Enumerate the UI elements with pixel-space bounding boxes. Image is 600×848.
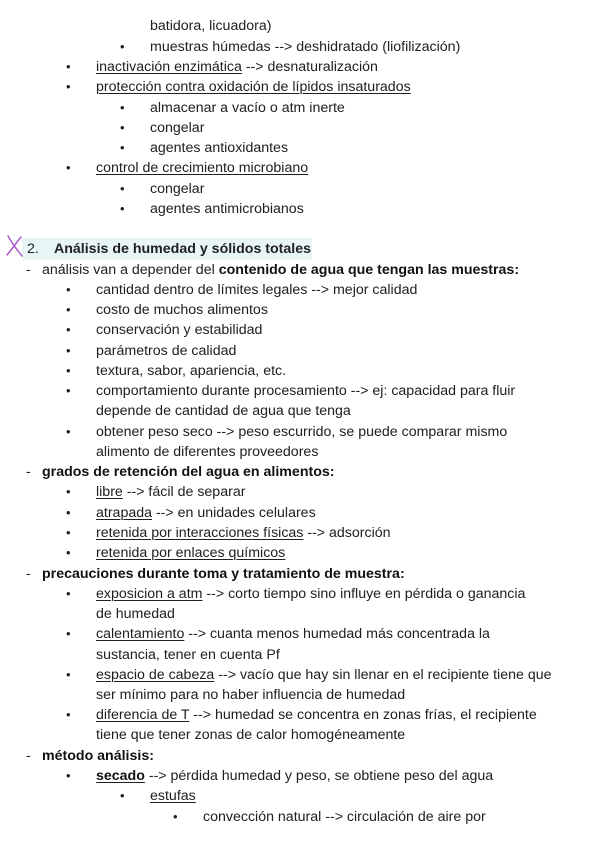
list-item-text: retenida por interacciones físicas --> adsorción — [96, 525, 391, 541]
list-item-text: diferencia de T --> humedad se concentra en zonas frías, el recipiente — [96, 707, 537, 723]
bullet-icon: • — [66, 302, 71, 317]
list-item-text: ser mínimo para no haber influencia de humedad — [96, 687, 406, 703]
list-item-text: comportamiento durante procesamiento --> ej: capacidad para fluir — [96, 383, 516, 399]
bullet-icon: • — [66, 343, 71, 358]
list-item-text: textura, sabor, apariencia, etc. — [96, 363, 287, 379]
bullet-icon: • — [66, 59, 71, 74]
bullet-icon: • — [120, 140, 125, 155]
list-item-text: obtener peso seco --> peso escurrido, se puede comparar mismo — [96, 424, 508, 440]
bullet-icon: • — [66, 505, 71, 520]
list-item-text: congelar — [150, 120, 205, 136]
bullet-icon: • — [120, 201, 125, 216]
list-item-text: batidora, licuadora) — [150, 18, 272, 34]
list-item-text: almacenar a vacío o atm inerte — [150, 100, 345, 116]
list-item-text: convección natural --> circulación de aire por — [203, 809, 486, 825]
bullet-icon: • — [66, 322, 71, 337]
dash-item-text: grados de retención del agua en alimentos: — [42, 464, 335, 480]
list-item-text: congelar — [150, 181, 205, 197]
section-title: Análisis de humedad y sólidos totales — [54, 241, 312, 257]
dash-item-text: método análisis: — [42, 748, 154, 764]
list-item-text: espacio de cabeza --> vacío que hay sin llenar en el recipiente tiene que — [96, 667, 552, 683]
list-item-text: sustancia, tener en cuenta Pf — [96, 647, 280, 663]
list-item-text: estufas — [150, 788, 196, 804]
list-item-text: depende de cantidad de agua que tenga — [96, 403, 351, 419]
list-item-text: inactivación enzimática --> desnaturalización — [96, 59, 378, 75]
bullet-icon: • — [66, 363, 71, 378]
list-item-text: alimento de diferentes proveedores — [96, 444, 319, 460]
dash-item-text: análisis van a depender del contenido de agua que tengan las muestras: — [42, 262, 520, 278]
bullet-icon: • — [120, 39, 125, 54]
bullet-icon: • — [66, 768, 71, 783]
list-item-text: atrapada --> en unidades celulares — [96, 505, 316, 521]
list-item-text: muestras húmedas --> deshidratado (liofilización) — [150, 39, 461, 55]
x-mark-icon — [4, 233, 26, 259]
list-item-text: retenida por enlaces químicos — [96, 545, 286, 561]
dash-marker: - — [26, 566, 31, 582]
bullet-icon: • — [120, 100, 125, 115]
bullet-icon: • — [66, 424, 71, 439]
list-item-text: control de crecimiento microbiano — [96, 160, 309, 176]
section-number: 2. — [27, 241, 39, 257]
bullet-icon: • — [66, 383, 71, 398]
list-item-text: tiene que tener zonas de calor homogéneamente — [96, 727, 406, 743]
list-item-text: agentes antioxidantes — [150, 140, 289, 156]
dash-marker: - — [26, 748, 31, 764]
list-item-text: calentamiento --> cuanta menos humedad más concentrada la — [96, 626, 490, 642]
list-item-text: costo de muchos alimentos — [96, 302, 268, 318]
list-item-text: conservación y estabilidad — [96, 322, 263, 338]
list-item-text: libre --> fácil de separar — [96, 484, 246, 500]
bullet-icon: • — [173, 809, 178, 824]
bullet-icon: • — [120, 120, 125, 135]
bullet-icon: • — [66, 707, 71, 722]
bullet-icon: • — [66, 282, 71, 297]
list-item-text: protección contra oxidación de lípidos insaturados — [96, 79, 411, 95]
list-item-text: de humedad — [96, 606, 175, 622]
bullet-icon: • — [120, 788, 125, 803]
list-item-text: secado --> pérdida humedad y peso, se obtiene peso del agua — [96, 768, 494, 784]
bullet-icon: • — [66, 626, 71, 641]
bullet-icon: • — [66, 667, 71, 682]
dash-marker: - — [26, 262, 31, 278]
list-item-text: agentes antimicrobianos — [150, 201, 304, 217]
bullet-icon: • — [66, 79, 71, 94]
bullet-icon: • — [120, 181, 125, 196]
bullet-icon: • — [66, 586, 71, 601]
bullet-icon: • — [66, 160, 71, 175]
list-item-text: exposicion a atm --> corto tiempo sino influye en pérdida o ganancia — [96, 586, 526, 602]
bullet-icon: • — [66, 525, 71, 540]
bullet-icon: • — [66, 484, 71, 499]
dash-item-text: precauciones durante toma y tratamiento de muestra: — [42, 566, 405, 582]
list-item-text: cantidad dentro de límites legales --> mejor calidad — [96, 282, 418, 298]
list-item-text: parámetros de calidad — [96, 343, 237, 359]
dash-marker: - — [26, 464, 31, 480]
bullet-icon: • — [66, 545, 71, 560]
